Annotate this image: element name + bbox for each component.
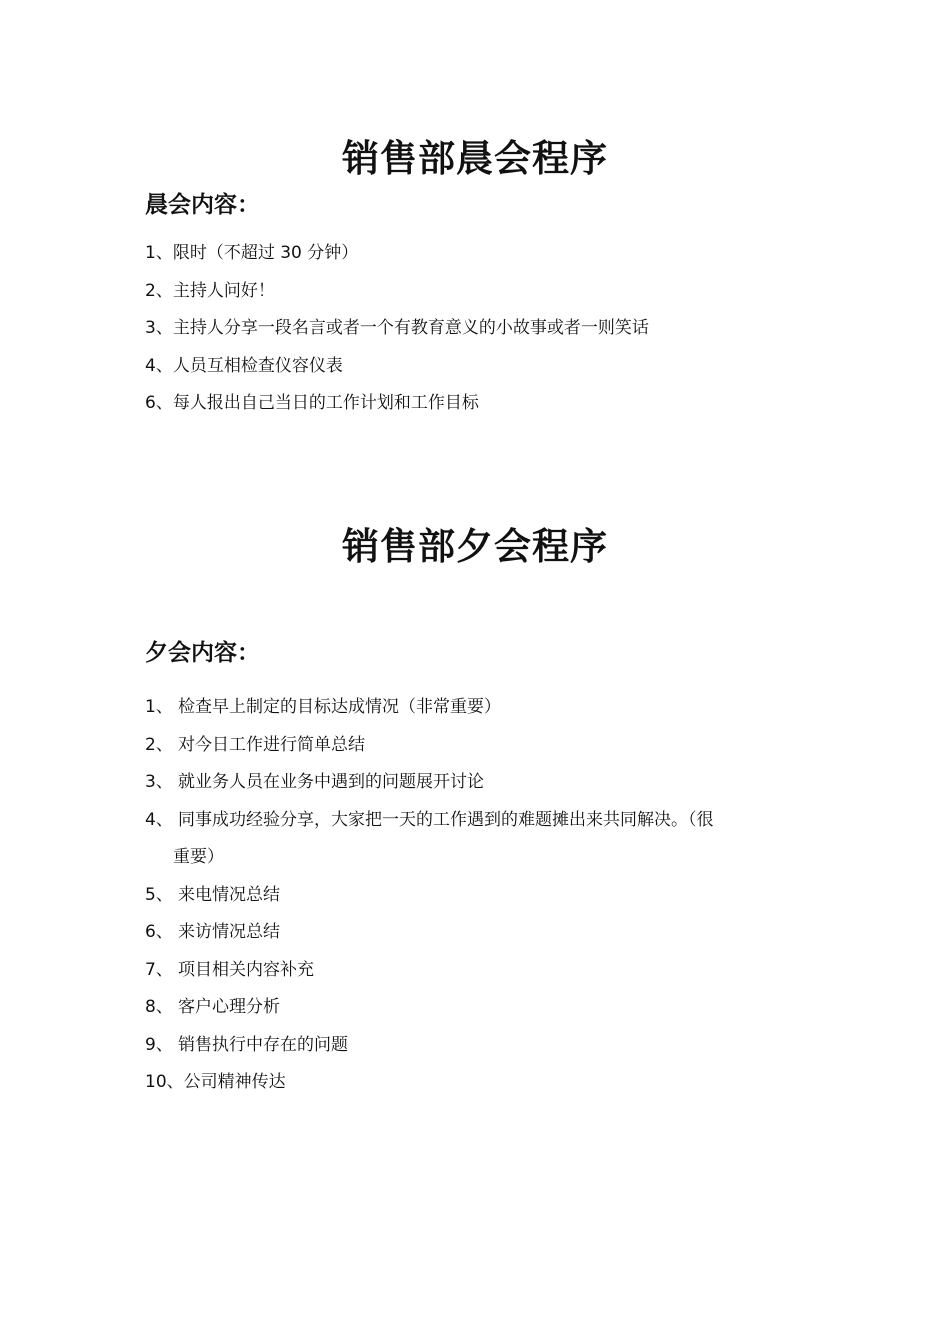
list-item [145,278,845,316]
item-text: 销售执行中存在的问题 [178,1034,348,1055]
item-number: 6、 [145,922,173,942]
item-text: 公司精神传达 [183,1072,286,1092]
item-text-continuation: 重要） [173,847,224,867]
list-item [145,315,845,353]
list-item [145,240,845,278]
item-text: 对今日工作进行简单总结 [178,734,365,755]
evening-meeting-title: 销售部夕会程序 [342,525,608,568]
item-number: 7、 [145,959,173,980]
item-number: 6、 [145,393,173,414]
item-number: 4、 [145,355,173,376]
item-number: 1、 [145,243,173,263]
item-text: 就业务人员在业务中遇到的问题展开讨论 [178,772,484,792]
list-item [145,877,845,915]
item-text: 人员互相检查仪容仪表 [172,355,343,376]
item-number: 1、 [145,697,173,717]
item-text: 检查早上制定的目标达成情况（非常重要） [178,697,501,717]
item-text: 主持人分享一段名言或者一个有教育意义的小故事或者一则笑话 [172,318,649,339]
list-item [145,1027,845,1065]
list-item [145,727,845,765]
evening-content-heading: 夕会内容： [145,640,260,666]
item-text: 同事成功经验分享，大家把一天的工作遇到的难题摊出来共同解决。（很 [178,809,714,830]
evening-agenda-list [145,689,845,1102]
item-text: 项目相关内容补充 [178,959,314,980]
list-item [145,952,845,990]
list-item [145,390,845,428]
list-item [145,1064,845,1102]
morning-agenda-list [145,240,845,428]
item-number: 2、 [145,280,173,301]
list-item [145,989,845,1027]
item-text: 主持人问好！ [172,280,275,301]
list-item [145,802,845,877]
item-number: 8、 [145,997,173,1017]
item-text: 客户心理分析 [178,997,280,1017]
item-text: 来访情况总结 [178,922,280,942]
list-item [145,914,845,952]
item-number: 4、 [145,809,173,830]
list-item [145,353,845,391]
list-item [145,689,845,727]
item-number: 2、 [145,734,173,755]
item-text: 限时（不超过 30 分钟） [172,243,359,263]
item-number: 3、 [145,318,173,339]
list-item [145,764,845,802]
item-text: 每人报出自己当日的工作计划和工作目标 [172,393,479,414]
item-number: 9、 [145,1034,173,1055]
item-text: 来电情况总结 [178,884,280,905]
item-number: 10、 [145,1072,184,1092]
morning-meeting-title: 销售部晨会程序 [342,136,608,180]
morning-content-heading: 晨会内容： [145,192,260,218]
item-number: 5、 [145,884,173,905]
item-number: 3、 [145,772,173,792]
